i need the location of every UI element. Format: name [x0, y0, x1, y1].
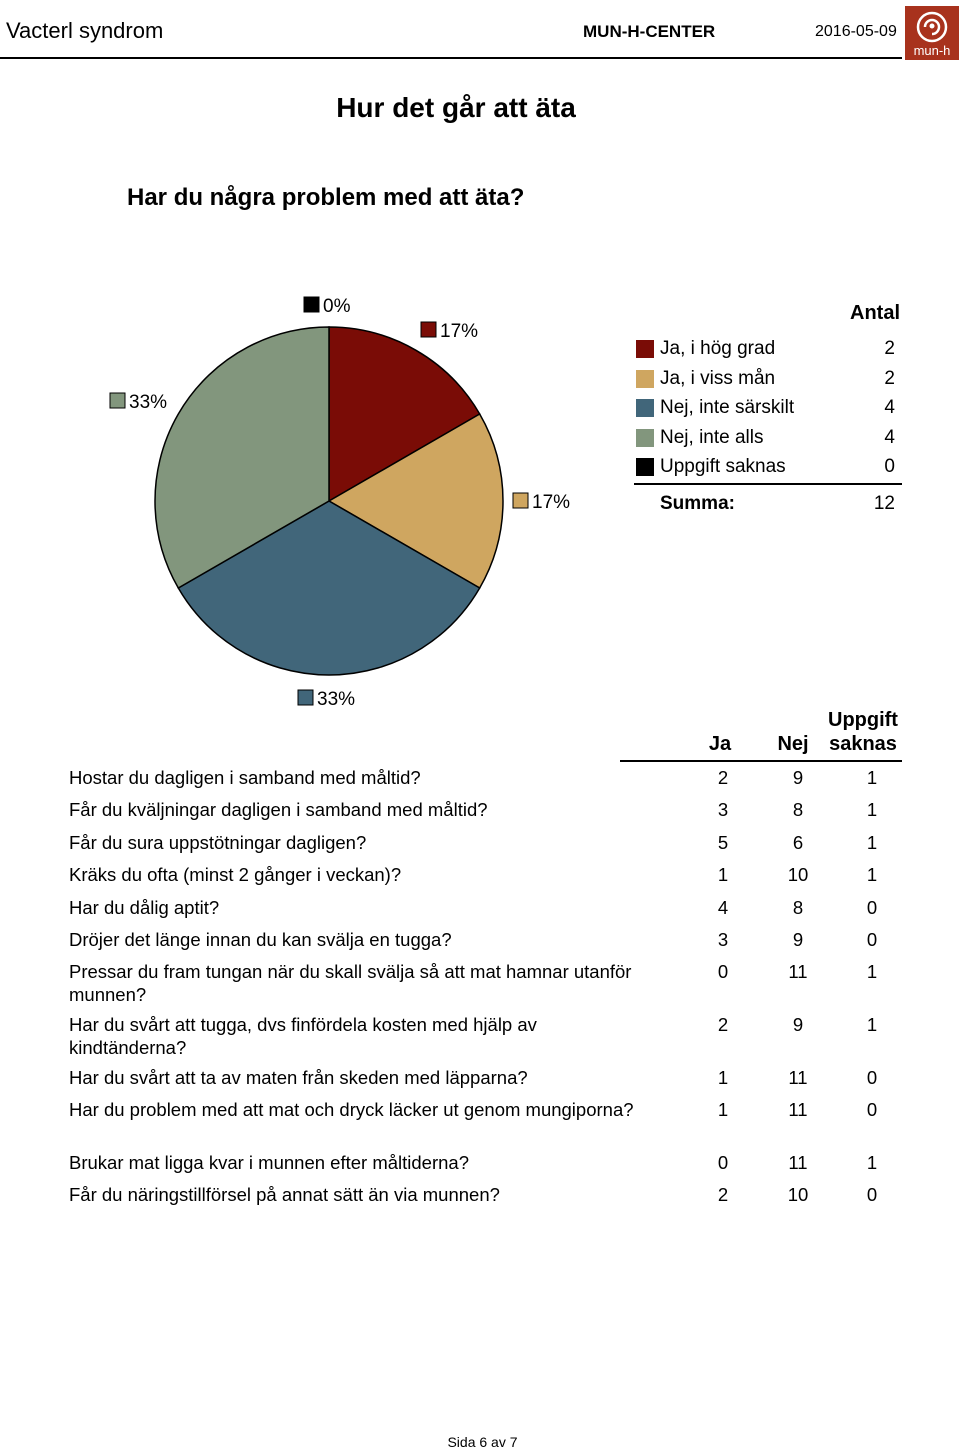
legend-count: 0: [884, 456, 895, 477]
pie-percent-label: 33%: [129, 392, 168, 413]
pie-percent-label: 0%: [323, 296, 351, 317]
question-text: Får du kväljningar dagligen i samband med måltid?: [69, 799, 488, 820]
cell-uppgift-saknas: 1: [866, 832, 878, 853]
legend-label: Ja, i viss mån: [660, 367, 776, 389]
pie-percent-label: 17%: [440, 321, 479, 342]
cell-nej: 11: [788, 1067, 808, 1088]
legend-label: Nej, inte särskilt: [660, 397, 795, 418]
legend-swatch: [636, 429, 654, 447]
column-header-uppgift-line1: Uppgift: [828, 709, 898, 731]
cell-uppgift-saknas: 1: [866, 961, 878, 982]
cell-ja: 1: [717, 864, 729, 885]
cell-ja: 1: [717, 1067, 729, 1088]
legend-count: 2: [884, 338, 895, 359]
pie-label-swatch: [304, 297, 319, 312]
cell-ja: 2: [717, 1014, 729, 1035]
question-text: Dröjer det länge innan du kan svälja en tugga?: [69, 929, 452, 950]
page-title: Hur det går att äta: [336, 92, 576, 123]
legend-total-value: 12: [873, 493, 895, 514]
cell-ja: 3: [717, 799, 729, 820]
cell-uppgift-saknas: 0: [866, 1184, 878, 1205]
cell-ja: 1: [717, 1099, 729, 1120]
legend-label: Ja, i hög grad: [660, 338, 776, 359]
column-header-nej: Nej: [777, 733, 809, 755]
question-text: Har du svårt att ta av maten från skeden med läpparna?: [69, 1067, 528, 1088]
document-date: 2016-05-09: [815, 23, 897, 40]
cell-uppgift-saknas: 1: [866, 864, 878, 885]
cell-nej: 8: [792, 799, 804, 820]
logo-text: mun-h: [913, 43, 951, 58]
legend-total-label: Summa:: [660, 493, 735, 514]
question-text: Har du svårt att tugga, dvs finfördela kosten med hjälp av kindtänderna?: [69, 1014, 537, 1058]
legend-header-antal: Antal: [850, 302, 900, 324]
legend-divider: [634, 483, 902, 485]
question-text: Har du problem med att mat och dryck läcker ut genom mungiporna?: [69, 1099, 634, 1120]
chart-question: Har du några problem med att äta?: [127, 184, 525, 211]
column-header-uppgift-saknas: [818, 708, 908, 756]
question-text: Pressar du fram tungan när du skall svälja så att mat hamnar utanför munnen?: [69, 961, 632, 1005]
column-header-uppgift-line2: saknas: [829, 733, 897, 755]
pie-label-swatch: [421, 322, 436, 337]
cell-nej: 11: [788, 1099, 808, 1120]
legend-count: 4: [884, 426, 895, 448]
question-text: Brukar mat ligga kvar i munnen efter måltiderna?: [69, 1152, 469, 1173]
legend-count: 4: [884, 397, 895, 418]
cell-uppgift-saknas: 0: [866, 929, 878, 950]
cell-ja: 5: [717, 832, 729, 853]
cell-nej: 6: [792, 832, 804, 853]
cell-nej: 9: [792, 929, 804, 950]
cell-nej: 11: [788, 1152, 808, 1173]
cell-uppgift-saknas: 0: [866, 897, 878, 918]
legend-swatch: [636, 370, 654, 388]
cell-uppgift-saknas: 0: [866, 1067, 878, 1088]
legend-swatch: [636, 340, 654, 358]
legend-count: 2: [884, 367, 895, 389]
cell-uppgift-saknas: 1: [866, 1014, 878, 1035]
pie-label-swatch: [110, 393, 125, 408]
cell-ja: 3: [717, 929, 729, 950]
column-header-ja: Ja: [708, 733, 732, 755]
legend-label: Nej, inte alls: [660, 426, 764, 448]
cell-nej: 9: [792, 1014, 804, 1035]
legend-swatch: [636, 458, 654, 476]
pie-chart: [0, 280, 620, 720]
question-text: Kräks du ofta (minst 2 gånger i veckan)?: [69, 864, 402, 885]
pie-label-swatch: [513, 493, 528, 508]
legend-label: Uppgift saknas: [660, 456, 786, 477]
cell-uppgift-saknas: 0: [866, 1099, 878, 1120]
pie-percent-label: 17%: [532, 492, 571, 513]
cell-uppgift-saknas: 1: [866, 799, 878, 820]
mun-h-logo: [905, 6, 959, 60]
page-number: Sida 6 av 7: [447, 1434, 518, 1450]
question-text: Hostar du dagligen i samband med måltid?: [69, 767, 421, 788]
cell-nej: 10: [787, 864, 809, 885]
cell-uppgift-saknas: 1: [866, 767, 878, 788]
document-title: Vacterl syndrom: [6, 18, 164, 43]
cell-ja: 2: [717, 767, 729, 788]
cell-nej: 10: [787, 1184, 809, 1205]
legend-item: [634, 426, 902, 456]
cell-nej: 11: [788, 961, 808, 982]
pie-percent-label: 33%: [317, 689, 356, 710]
cell-nej: 9: [792, 767, 804, 788]
pie-label-swatch: [298, 690, 313, 705]
cell-ja: 2: [717, 1184, 729, 1205]
legend-item: [634, 337, 902, 367]
table-header-divider: [620, 760, 902, 762]
cell-ja: 0: [717, 961, 729, 982]
cell-ja: 0: [717, 1152, 729, 1173]
legend-item: [634, 367, 902, 397]
question-text: Får du sura uppstötningar dagligen?: [69, 832, 367, 853]
legend-swatch: [636, 399, 654, 417]
question-text: Har du dålig aptit?: [69, 897, 220, 918]
question-text: Får du näringstillförsel på annat sätt än via munnen?: [69, 1184, 500, 1205]
cell-uppgift-saknas: 1: [866, 1152, 878, 1173]
cell-nej: 8: [792, 897, 804, 918]
header-divider: [0, 57, 902, 59]
cell-ja: 4: [717, 897, 729, 918]
legend-item: [634, 455, 902, 485]
legend-item: [634, 396, 902, 426]
organization-name: MUN-H-CENTER: [583, 22, 716, 41]
